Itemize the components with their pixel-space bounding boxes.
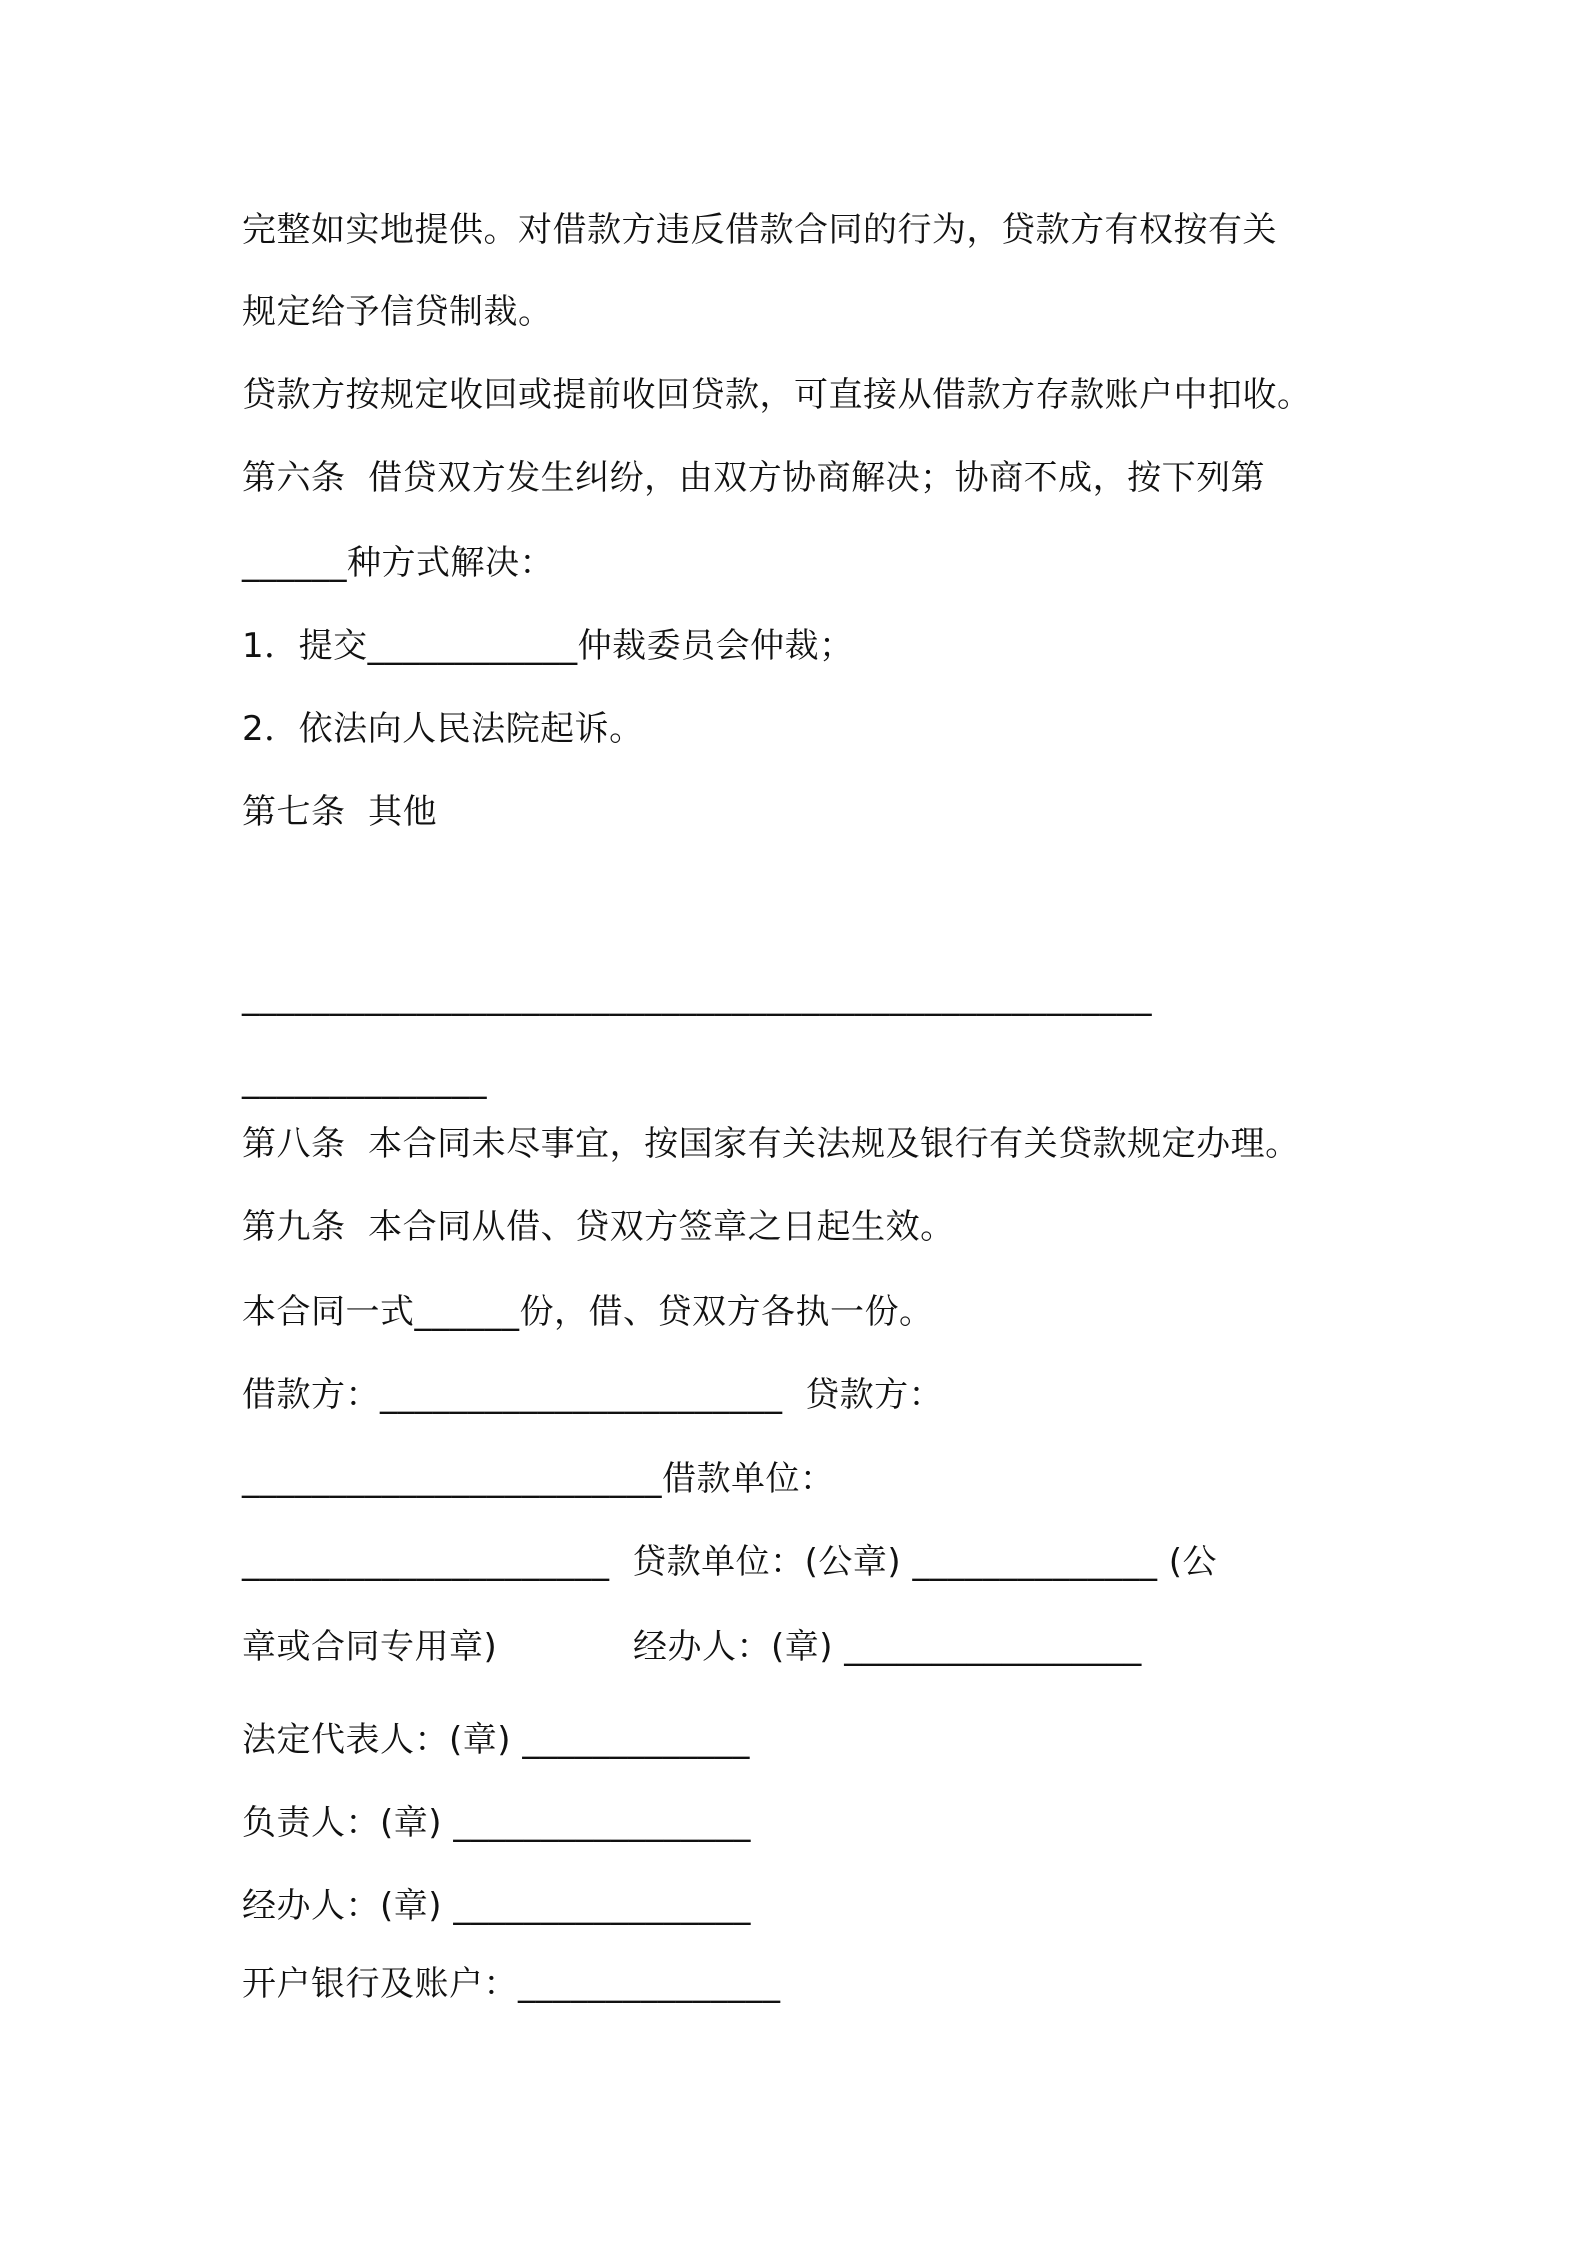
signature-handler: 经办人：(章) _________________ <box>242 1886 751 1926</box>
contract-text-line-3: 贷款方按规定收回或提前收回贷款，可直接从借款方存款账户中扣收。 <box>242 375 1312 415</box>
signature-legal-representative: 法定代表人：(章) _____________ <box>242 1720 750 1760</box>
contract-text-line-2: 规定给予信贷制裁。 <box>242 292 553 332</box>
article-9: 第九条 本合同从借、贷双方签章之日起生效。 <box>242 1207 955 1247</box>
article-8: 第八条 本合同未尽事宜，按国家有关法规及银行有关贷款规定办理。 <box>242 1124 1300 1164</box>
article-7-blank-line-2: ______________ <box>242 1060 487 1100</box>
signature-person-in-charge: 负责人：(章) _________________ <box>242 1803 751 1843</box>
article-7-heading: 第七条 其他 <box>242 792 438 832</box>
article-7-blank-line-1: ____________________________________________________ <box>242 977 1152 1017</box>
contract-text-line-1: 完整如实地提供。对借款方违反借款合同的行为，贷款方有权按有关 <box>242 210 1277 250</box>
copies-clause: 本合同一式______份，借、贷双方各执一份。 <box>242 1292 934 1332</box>
article-6-option-2: 2．依法向人民法院起诉。 <box>242 709 644 749</box>
signature-borrower-lender: 借款方：_______________________ 贷款方： <box>242 1375 944 1415</box>
bank-account-line: 开户银行及账户：_______________ <box>242 1964 781 2004</box>
signature-lending-unit: _____________________ 贷款单位：(公章) ______________ (公 <box>242 1542 1218 1582</box>
article-6-heading: 第六条 借贷双方发生纠纷，由双方协商解决；协商不成，按下列第 <box>242 458 1266 498</box>
signature-seal-handler: 章或合同专用章) 经办人：(章) _________________ <box>242 1627 1142 1667</box>
signature-borrowing-unit: ________________________借款单位： <box>242 1459 835 1499</box>
article-6-continuation: ______种方式解决： <box>242 543 554 583</box>
article-6-option-1: 1．提交____________仲裁委员会仲裁； <box>242 626 854 666</box>
